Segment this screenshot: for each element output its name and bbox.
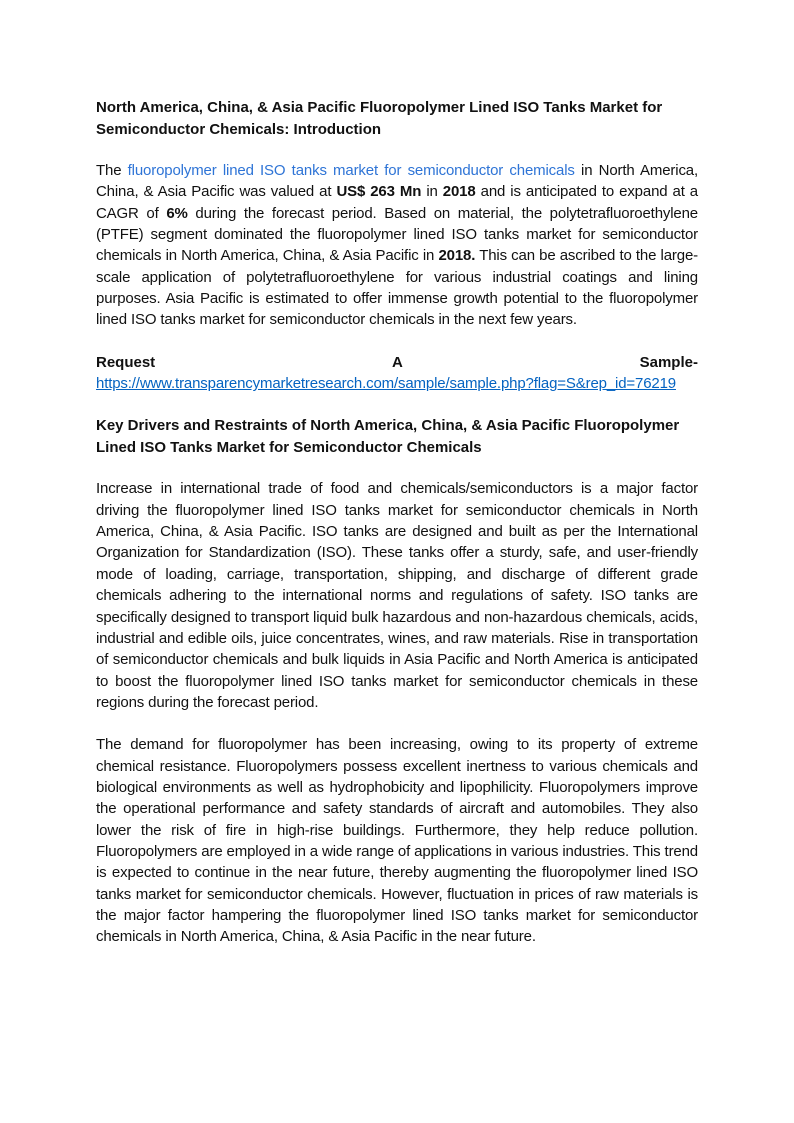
- text: and is anticipated to expand at a CAGR of: [96, 183, 698, 222]
- request-sample-label: [96, 352, 698, 373]
- intro-paragraph: [96, 160, 698, 331]
- text: during the forecast period. Based on material, the polytetrafluoroethylene (PTFE) segment dominated the fluoropolymer lined ISO tanks market for semiconductor chemicals in North America, China, & Asia Pacific in: [96, 204, 699, 265]
- market-value: US$ 263 Mn: [336, 183, 422, 201]
- drivers-paragraph-2: The demand for fluoropolymer has been increasing, owing to its property of extreme chemical resistance. Fluoropolymers possess excellent inertness to various chemicals and biological environments as well as hydrophobicity and lipophilicity. Fluoropolymers improve the operational performance and safety standards of aircraft and automobiles. They also lower the risk of fire in high-rise buildings. Furthermore, they help reduce pollution. Fluoropolymers are employed in a wide range of applications in various industries. This trend is expected to continue in the near future, thereby augmenting the fluoropolymer lined ISO tanks market for semiconductor chemicals. However, fluctuation in prices of raw materials is the major factor hampering the fluoropolymer lined ISO tanks market for semiconductor chemicals in North America, China, & Asia Pacific in the near future.: [96, 736, 698, 946]
- base-year: 2018: [442, 183, 476, 201]
- intro-heading: North America, China, & Asia Pacific Fluoropolymer Lined ISO Tanks Market for Semiconductor Chemicals: Introduction: [96, 99, 663, 138]
- text: in North America, China, & Asia Pacific was valued at: [96, 162, 698, 201]
- request-word: Request: [96, 353, 156, 371]
- market-link-text[interactable]: fluoropolymer lined ISO tanks market for semiconductor chemicals: [127, 162, 575, 179]
- document-page: [96, 97, 698, 969]
- text: This can be ascribed to the large-scale application of polytetrafluoroethylene for various industrial coatings and lining purposes. Asia Pacific is estimated to offer immense growth potential to the fluoropolymer lined ISO tanks market for semiconductor chemicals in the next few years.: [96, 247, 698, 329]
- base-year-2: 2018.: [438, 247, 476, 265]
- text: in: [421, 183, 443, 201]
- text: The: [96, 162, 128, 179]
- drivers-paragraph-1: Increase in international trade of food and chemicals/semiconductors is a major factor driving the fluoropolymer lined ISO tanks market for semiconductor chemicals in North America, China, & Asia Pacific. ISO tanks are designed and built as per the International Organization for Standardization (ISO). These tanks offer a sturdy, safe, and user-friendly mode of loading, carriage, transportation, shipping, and discharge of different grade chemicals adhering to the international norms and regulations of safety. ISO tanks are specifically designed to transport liquid bulk hazardous and non-hazardous chemicals, acids, industrial and edible oils, juice concentrates, wines, and raw materials. Rise in transportation of semiconductor chemicals and bulk liquids in Asia Pacific and North America is anticipated to boost the fluoropolymer lined ISO tanks market for semiconductor chemicals in these regions during the forecast period.: [96, 480, 698, 711]
- sample-request-link[interactable]: https://www.transparencymarketresearch.com/sample/sample.php?flag=S&rep_id=76219: [96, 375, 676, 393]
- drivers-heading: Key Drivers and Restraints of North America, China, & Asia Pacific Fluoropolymer Lined ISO Tanks Market for Semiconductor Chemicals: [96, 417, 680, 456]
- cagr-value: 6%: [166, 204, 188, 222]
- sample-word: Sample-: [639, 353, 698, 371]
- a-word: A: [391, 353, 403, 371]
